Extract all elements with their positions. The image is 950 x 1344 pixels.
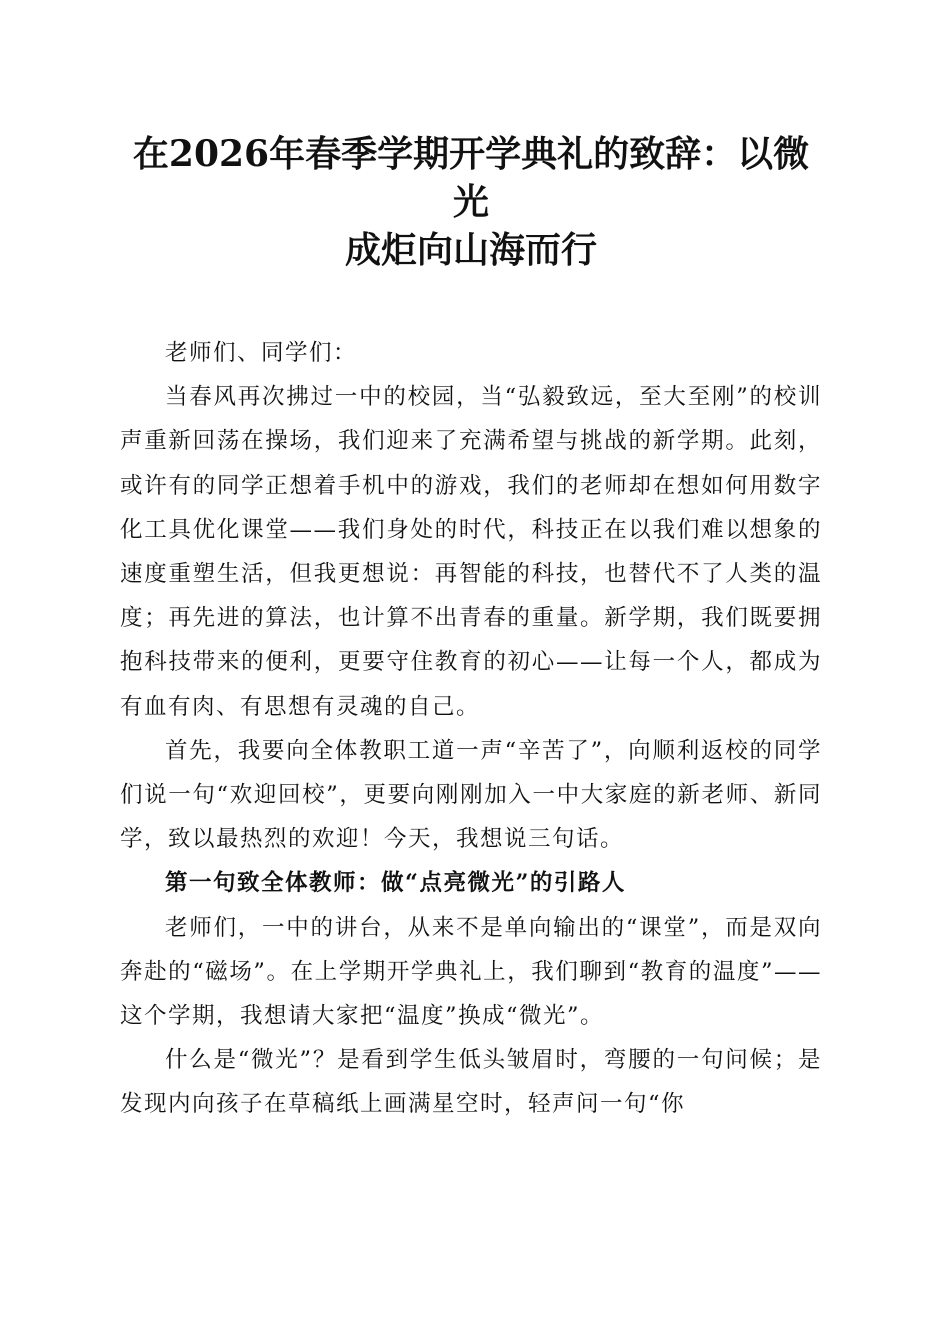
paragraph-what-is-glimmer: 什么是“微光”？是看到学生低头皱眉时，弯腰的一句问候；是发现内向孩子在草稿纸上画满星空时，轻声问一句“你 (120, 1047, 822, 1118)
paragraph-greetings: 首先，我要向全体教职工道一声“辛苦了”，向顺利返校的同学们说一句“欢迎回校”，更要向刚刚加入一中大家庭的新老师、新同学，致以最热烈的欢迎！今天，我想说三句话。 (120, 737, 822, 853)
document-page (120, 130, 822, 1127)
title-line-2: 成炬向山海而行 (344, 229, 597, 271)
section-heading-teachers: 第一句致全体教师：做“点亮微光”的引路人 (165, 870, 626, 897)
paragraph-opening: 当春风再次拂过一中的校园，当“弘毅致远，至大至刚”的校训声重新回荡在操场，我们迎来了充满希望与挑战的新学期。此刻，或许有的同学正想着手机中的游戏，我们的老师却在想如何用数字化工具优化课堂——我们身处的时代，科技正在以我们难以想象的速度重塑生活，但我更想说：再智能的科技，也替代不了人类的温度；再先进的算法，也计算不出青春的重量。新学期，我们既要拥抱科技带来的便利，更要守住教育的初心——让每一个人，都成为有血有肉、有思想有灵魂的自己。 (120, 384, 822, 720)
paragraph-teachers-intro: 老师们，一中的讲台，从来不是单向输出的“课堂”，而是双向奔赴的“磁场”。在上学期开学典礼上，我们聊到“教育的温度”——这个学期，我想请大家把“温度”换成“微光”。 (120, 914, 822, 1030)
speech-body (120, 331, 822, 1127)
document-title (120, 130, 822, 274)
salutation: 老师们、同学们： (165, 340, 358, 366)
title-line-1: 在2026年春季学期开学典礼的致辞：以微光 (132, 133, 810, 223)
